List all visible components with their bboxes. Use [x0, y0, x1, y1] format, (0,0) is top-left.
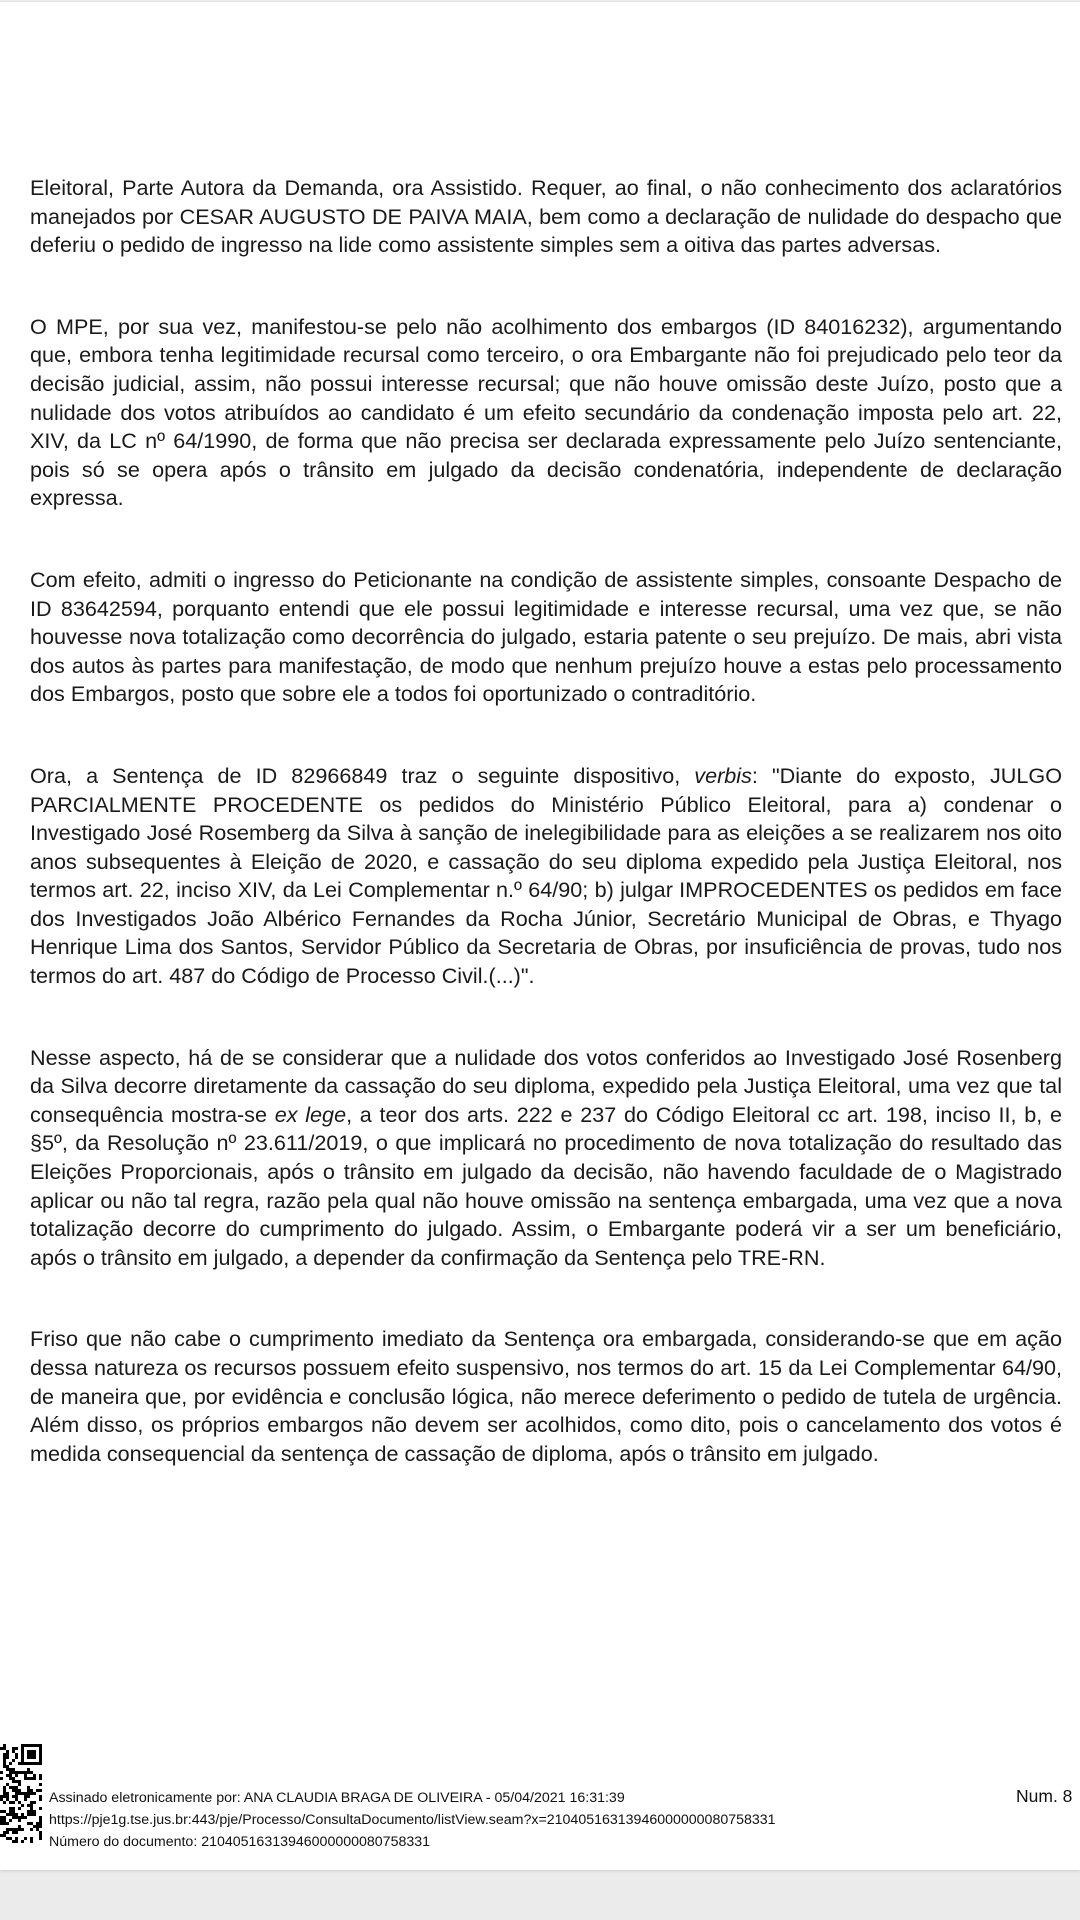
paragraph-text: Com efeito, admiti o ingresso do Peticionante na condição de assistente simples, consoante Despacho de ID 83642594, porquanto entendi que ele possui legitimidade e interesse recursal, uma vez que, se não houvesse nova totalização como decorrência do julgado, estaria patente o seu prejuízo. De mais, abri vista dos autos às partes para manifestação, de modo que nenhum prejuízo houve a estas pelo processamento dos Embargos, posto que sobre ele a todos foi oportunizado o contraditório.: [30, 566, 1062, 707]
body-paragraph-5: [30, 1044, 1062, 1273]
signature-footer: [0, 1744, 1080, 1850]
qr-code-icon: [0, 1744, 42, 1844]
paragraph-text: : "Diante do exposto, JULGO PARCIALMENTE PROCEDENTE os pedidos do Ministério Público Eleitoral, para a) condenar o Investigado José Rosemberg da Silva à sanção de inelegibilidade para as eleições a se realizarem nos oito anos subsequentes à Eleição de 2020, e cassação do seu diploma expedido pela Justiça Eleitoral, nos termos art. 22, inciso XIV, da Lei Complementar n.º 64/90; b) julgar IMPROCEDENTES os pedidos em face dos Investigados João Albérico Fernandes da Rocha Júnior, Secretário Municipal de Obras, e Thyago Henrique Lima dos Santos, Servidor Público da Secretaria de Obras, por insuficiência de provas, tudo nos termos do art. 487 do Código de Processo Civil.(...)".: [30, 762, 1062, 989]
paragraph-text: Friso que não cabe o cumprimento imediato da Sentença ora embargada, considerando-se que em ação dessa natureza os recursos possuem efeito suspensivo, nos termos do art. 15 da Lei Complementar 64/90, de maneira que, por evidência e conclusão lógica, não merece deferimento o pedido de tutela de urgência. Além disso, os próprios embargos não devem ser acolhidos, como dito, pois o cancelamento dos votos é medida consequencial da sentença de cassação de diploma, após o trânsito em julgado.: [30, 1326, 1062, 1466]
signed-by-text: Assinado eletronicamente por: ANA CLAUDIA BRAGA DE OLIVEIRA - 05/04/2021 16:31:39: [49, 1790, 625, 1806]
body-paragraph-4: [30, 762, 1062, 991]
document-body: [30, 174, 1062, 1468]
italic-term: ex lege: [274, 1101, 347, 1127]
body-paragraph-6: [30, 1325, 1062, 1468]
document-number: Número do documento: 21040516313946000000080758331: [49, 1834, 431, 1850]
page-number: Num. 8: [1016, 1786, 1073, 1806]
body-paragraph-2: [30, 313, 1062, 513]
paragraph-text: Nesse aspecto, há de se considerar que a nulidade dos votos conferidos ao Investigado José Rosenberg da Silva decorre diretamente da cassação do seu diploma, expedido pela Justiça Eleitoral, uma vez que tal consequência mostra-se: [30, 1044, 1062, 1127]
paragraph-text: Eleitoral, Parte Autora da Demanda, ora Assistido. Requer, ao final, o não conhecimento dos aclaratórios manejados por CESAR AUGUSTO DE PAIVA MAIA, bem como a declaração de nulidade do despacho que deferiu o pedido de ingresso na lide como assistente simples sem a oitiva das partes adversas.: [30, 175, 1062, 258]
document-url[interactable]: https://pje1g.tse.jus.br:443/pje/Processo/ConsultaDocumento/listView.seam?x=21040516313946000000080758331: [49, 1812, 776, 1828]
body-paragraph-3: [30, 566, 1062, 709]
paragraph-text: Ora, a Sentença de ID 82966849 traz o seguinte dispositivo,: [30, 762, 695, 788]
body-paragraph-1: [30, 174, 1062, 260]
document-page: [0, 2, 1080, 1870]
paragraph-text: , a teor dos arts. 222 e 237 do Código Eleitoral cc art. 198, inciso II, b, e §5º, da Resolução nº 23.611/2019, o que implicará no procedimento de nova totalização do resultado das Eleições Proporcionais, após o trânsito em julgado da decisão, não havendo faculdade de o Magistrado aplicar ou não tal regra, razão pela qual não houve omissão na sentença embargada, uma vez que a nova totalização decorre do cumprimento do julgado. Assim, o Embargante poderá vir a ser um beneficiário, após o trânsito em julgado, a depender da confirmação da Sentença pelo TRE-RN.: [30, 1101, 1062, 1270]
paragraph-text: O MPE, por sua vez, manifestou-se pelo não acolhimento dos embargos (ID 84016232), argumentando que, embora tenha legitimidade recursal como terceiro, o ora Embargante não foi prejudicado pelo teor da decisão judicial, assim, não possui interesse recursal; que não houve omissão deste Juízo, posto que a nulidade dos votos atribuídos ao candidato é um efeito secundário da condenação imposta pelo art. 22, XIV, da LC nº 64/1990, de forma que não precisa ser declarada expressamente pelo Juízo sentenciante, pois só se opera após o trânsito em julgado da decisão condenatória, independente de declaração expressa.: [30, 313, 1062, 511]
signature-block: [49, 1787, 776, 1853]
italic-term: verbis: [694, 762, 752, 788]
